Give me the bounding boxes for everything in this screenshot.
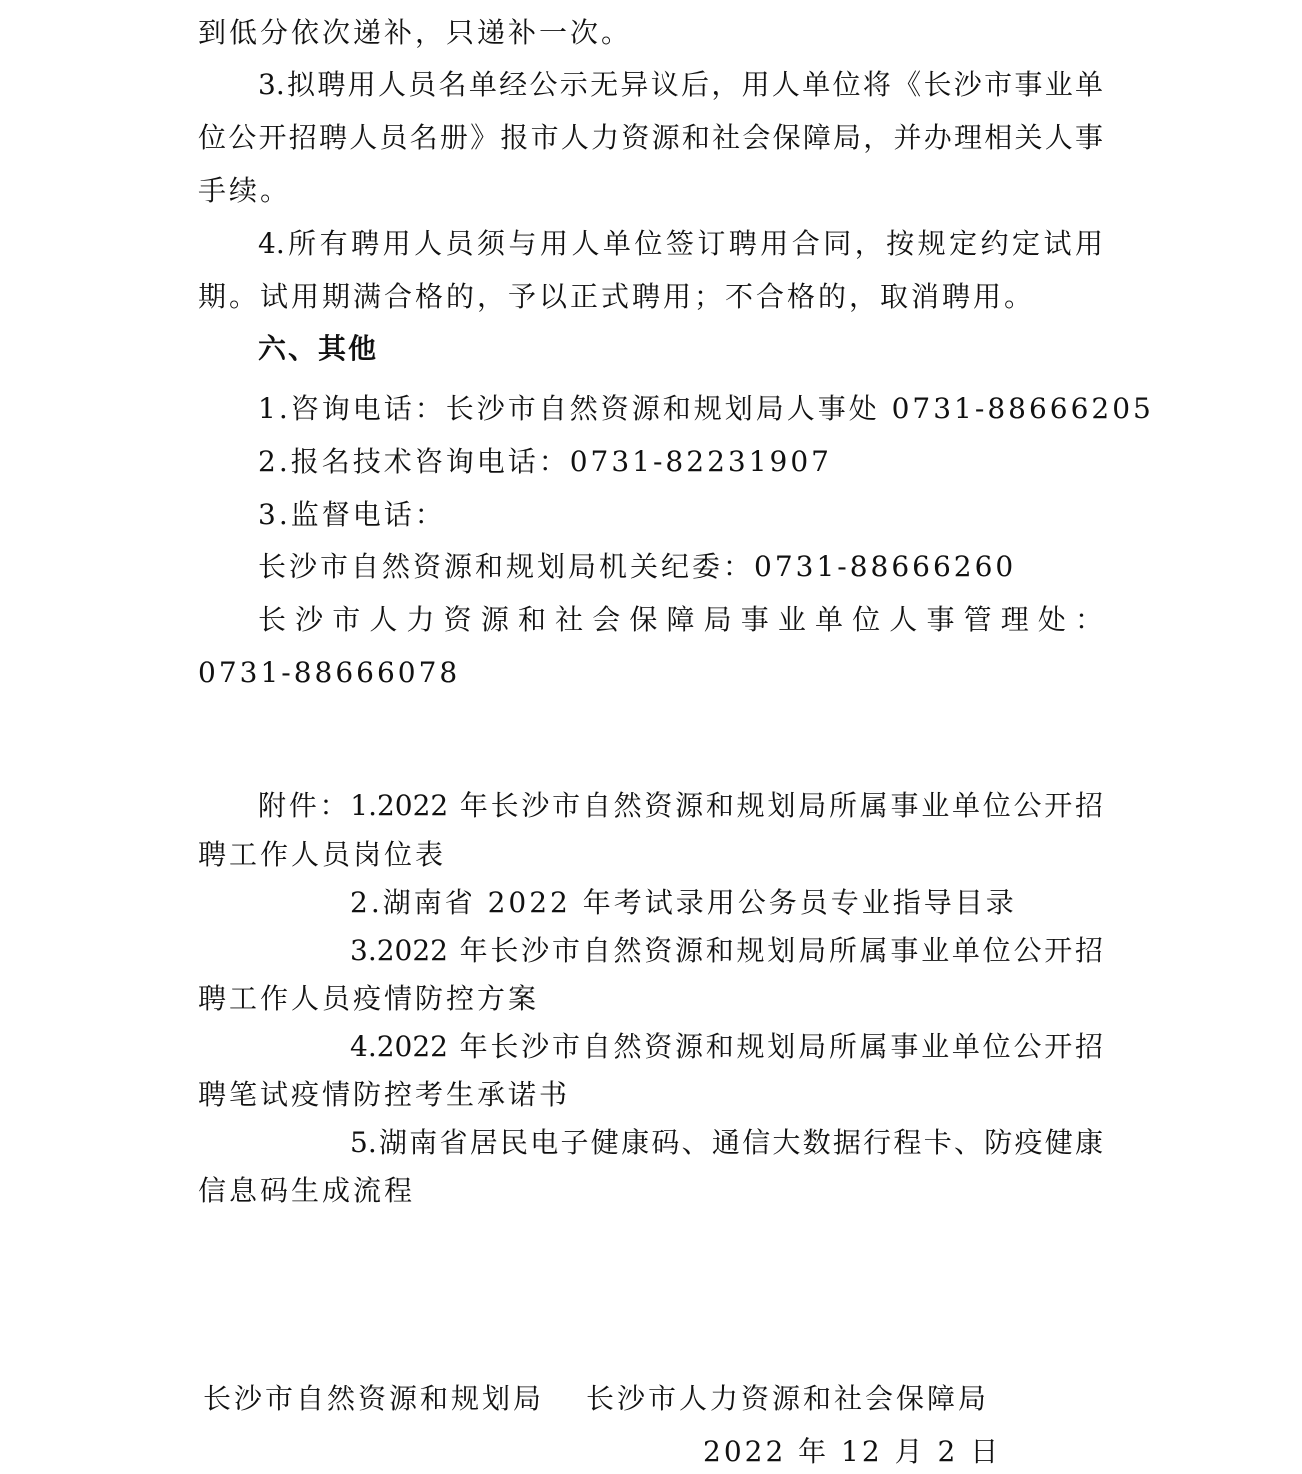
paragraph-3-line-2: 位公开招聘人员名册》报市人力资源和社会保障局，并办理相关人事 xyxy=(198,121,1103,154)
attachment-3-line-2: 聘工作人员疫情防控方案 xyxy=(198,982,540,1015)
attachment-1-line-2: 聘工作人员岗位表 xyxy=(198,838,447,871)
consult-phone: 1.咨询电话：长沙市自然资源和规划局人事处 0731-88666205 xyxy=(258,392,1154,425)
attachment-4-line-1: 4.2022 年长沙市自然资源和规划局所属事业单位公开招 xyxy=(350,1030,1103,1063)
supervise-phone-label: 3.监督电话： xyxy=(258,498,446,531)
paragraph-3-line-3: 手续。 xyxy=(198,174,292,207)
signature-date: 2022 年 12 月 2 日 xyxy=(703,1435,1002,1468)
supervise-phone-1: 长沙市自然资源和规划局机关纪委：0731-88666260 xyxy=(258,550,1017,583)
attachment-5-line-1: 5.湖南省居民电子健康码、通信大数据行程卡、防疫健康 xyxy=(350,1126,1103,1159)
supervise-phone-2-number: 0731-88666078 xyxy=(198,656,461,689)
paragraph-2-tail: 到低分依次递补，只递补一次。 xyxy=(198,16,633,49)
section-heading-other: 六、其他 xyxy=(258,332,379,365)
signature-org-nature-resources: 长沙市自然资源和规划局 xyxy=(203,1382,545,1415)
attachment-5-line-2: 信息码生成流程 xyxy=(198,1174,416,1207)
signature-org-human-resources: 长沙市人力资源和社会保障局 xyxy=(586,1382,990,1415)
paragraph-4-line-1: 4.所有聘用人员须与用人单位签订聘用合同，按规定约定试用 xyxy=(258,227,1103,260)
attachment-3-line-1: 3.2022 年长沙市自然资源和规划局所属事业单位公开招 xyxy=(350,934,1103,967)
paragraph-4-line-2: 期。试用期满合格的，予以正式聘用；不合格的，取消聘用。 xyxy=(198,280,1036,313)
tech-consult-phone: 2.报名技术咨询电话：0731-82231907 xyxy=(258,445,832,478)
attachment-1-line-1: 附件：1.2022 年长沙市自然资源和规划局所属事业单位公开招 xyxy=(258,789,1103,822)
attachment-2: 2.湖南省 2022 年考试录用公务员专业指导目录 xyxy=(350,886,1017,919)
supervise-phone-2-label: 长沙市人力资源和社会保障局事业单位人事管理处： xyxy=(258,603,1103,636)
paragraph-3-line-1: 3.拟聘用人员名单经公示无异议后，用人单位将《长沙市事业单 xyxy=(258,68,1103,101)
attachment-4-line-2: 聘笔试疫情防控考生承诺书 xyxy=(198,1078,571,1111)
